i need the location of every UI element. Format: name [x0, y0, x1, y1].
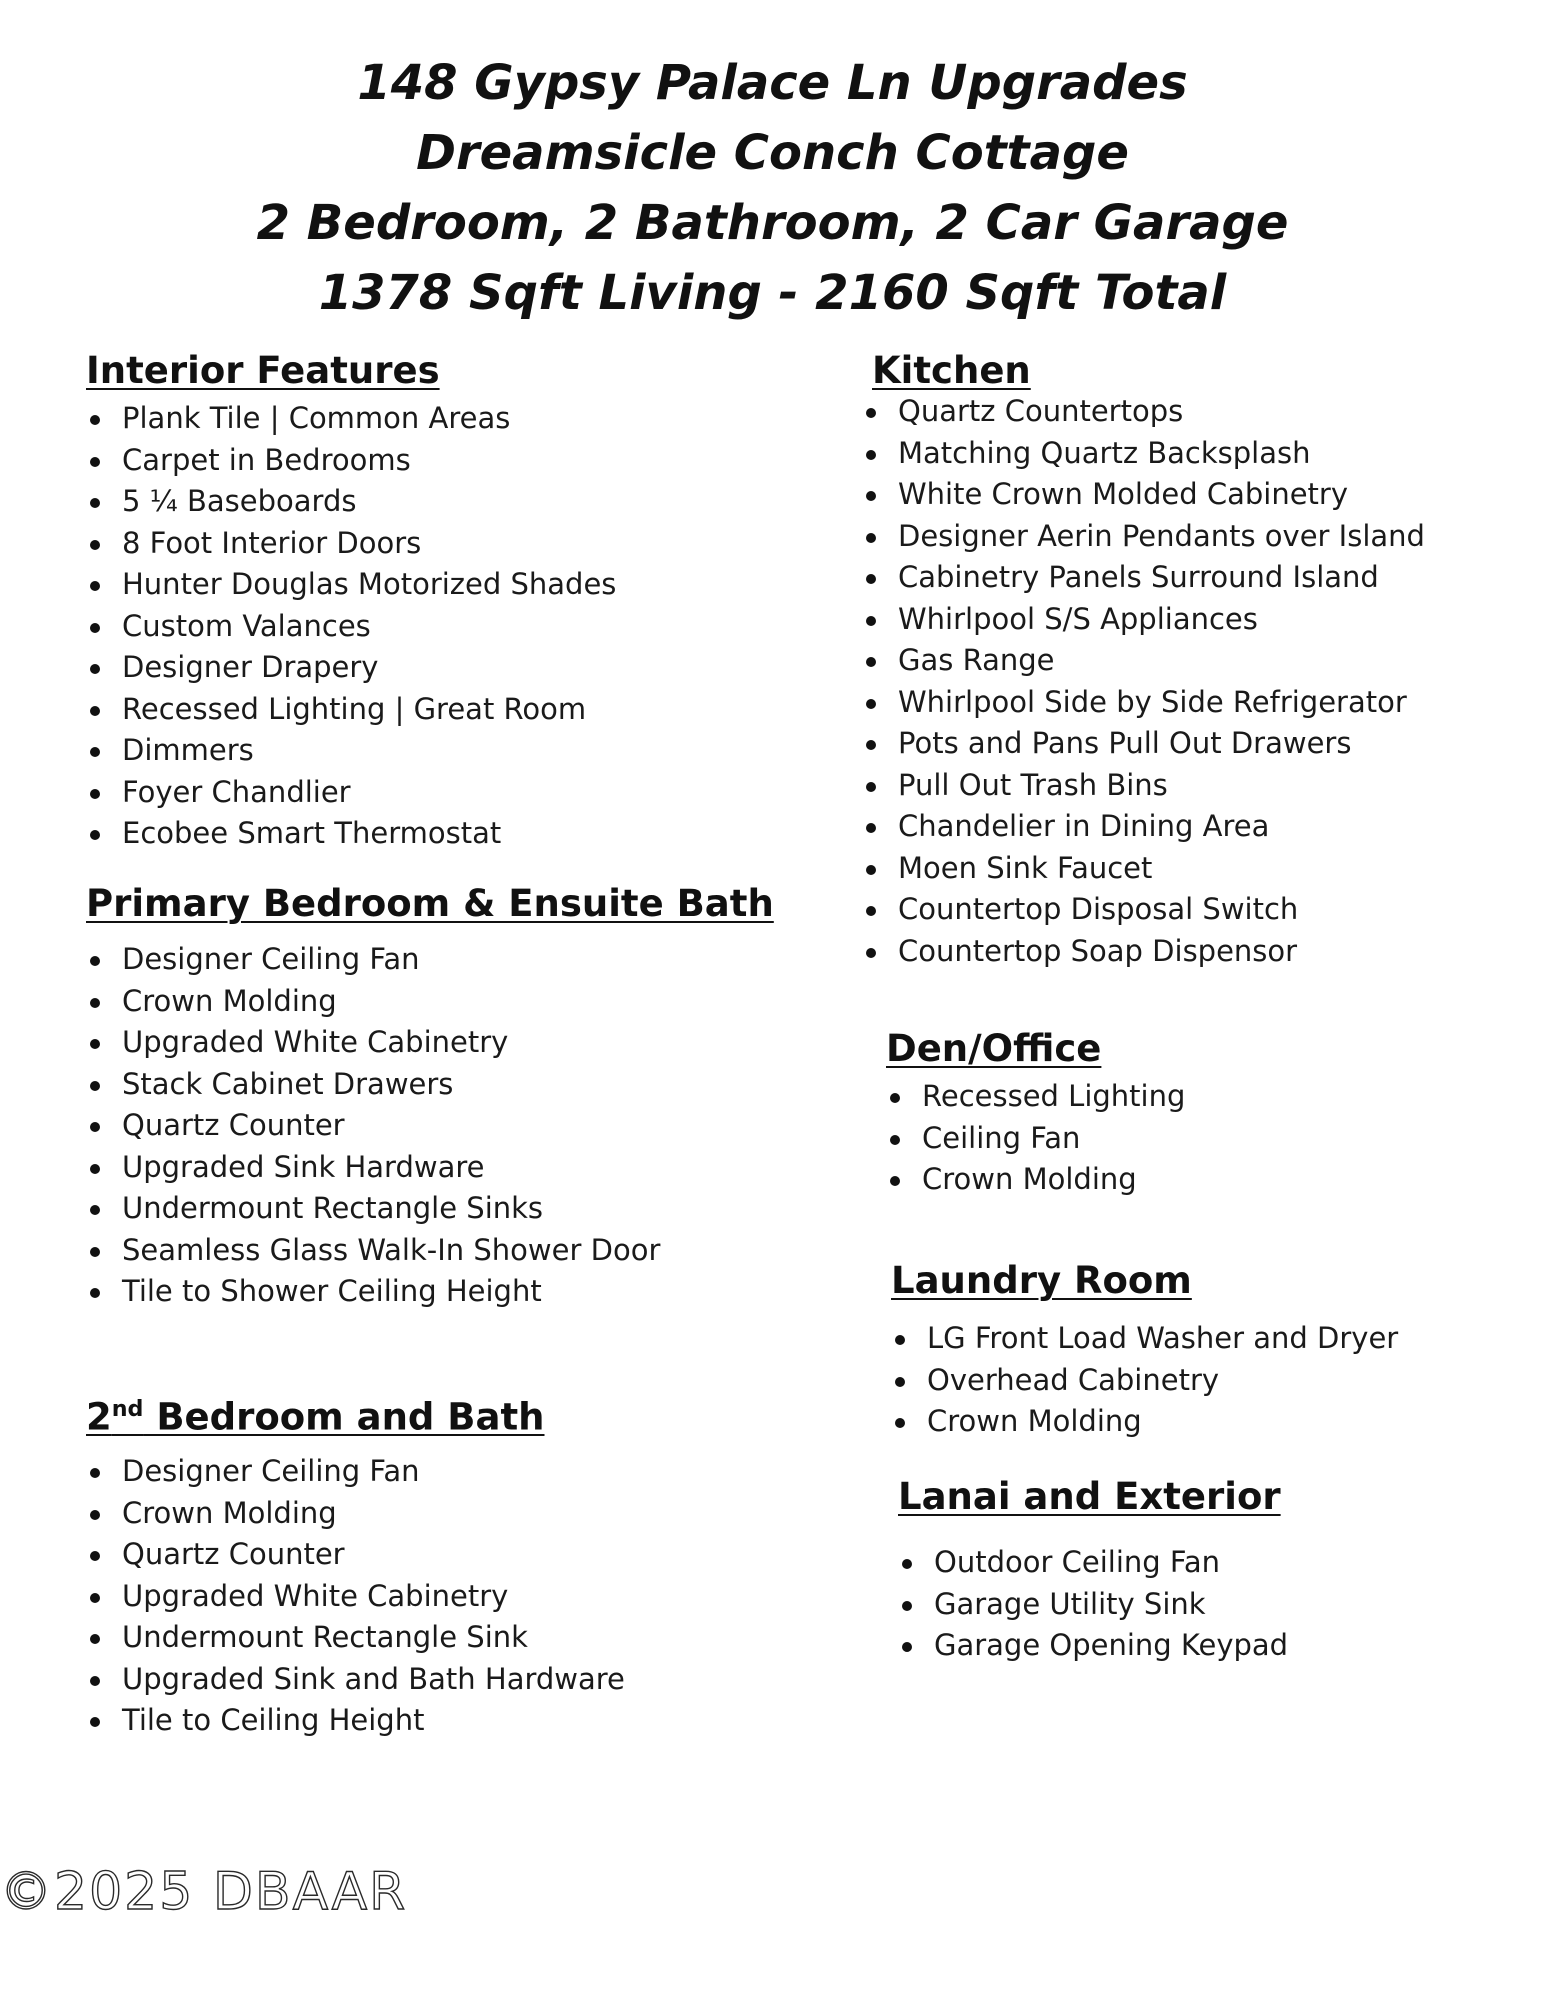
copyright-watermark: ©2025 DBAAR	[0, 1862, 408, 1922]
list-item: Overhead Cabinetry	[891, 1360, 1398, 1402]
list-item: Plank Tile | Common Areas	[86, 398, 616, 440]
list-item: Matching Quartz Backsplash	[862, 433, 1425, 475]
list-item: Ceiling Fan	[886, 1118, 1185, 1160]
list-item: Countertop Disposal Switch	[862, 889, 1425, 931]
list-item: Countertop Soap Dispensor	[862, 931, 1425, 973]
list-item: Upgraded Sink and Bath Hardware	[86, 1659, 625, 1701]
list-item: Upgraded White Cabinetry	[86, 1576, 625, 1618]
document-title	[0, 48, 1545, 328]
list-item: Dimmers	[86, 730, 616, 772]
section-kitchen	[872, 348, 1425, 972]
list-item: Outdoor Ceiling Fan	[898, 1542, 1288, 1584]
list-item: Gas Range	[862, 640, 1425, 682]
heading-ordinal: nd	[111, 1396, 144, 1422]
list-item: Recessed Lighting	[886, 1076, 1185, 1118]
feature-list	[86, 939, 774, 1313]
list-item: Carpet in Bedrooms	[86, 440, 616, 482]
section-interior-features	[86, 348, 616, 855]
list-item: Garage Opening Keypad	[898, 1625, 1288, 1667]
section-heading: Lanai and Exterior	[898, 1475, 1281, 1518]
section-primary-bedroom	[86, 881, 774, 1313]
list-item: Ecobee Smart Thermostat	[86, 813, 616, 855]
feature-list	[86, 398, 616, 855]
list-item: Undermount Rectangle Sink	[86, 1617, 625, 1659]
section-laundry-room	[891, 1258, 1398, 1443]
list-item: Foyer Chandlier	[86, 772, 616, 814]
list-item: Whirlpool Side by Side Refrigerator	[862, 682, 1425, 724]
list-item: 5 ¼ Baseboards	[86, 481, 616, 523]
feature-list	[886, 1076, 1185, 1201]
list-item: Crown Molding	[891, 1401, 1398, 1443]
list-item: Tile to Ceiling Height	[86, 1700, 625, 1742]
list-item: Tile to Shower Ceiling Height	[86, 1271, 774, 1313]
feature-list	[86, 1451, 625, 1742]
list-item: Quartz Counter	[86, 1105, 774, 1147]
list-item: Moen Sink Faucet	[862, 848, 1425, 890]
section-heading: Den/Office	[886, 1027, 1102, 1070]
list-item: Designer Ceiling Fan	[86, 939, 774, 981]
section-heading: Laundry Room	[891, 1259, 1192, 1302]
title-line: 1378 Sqft Living - 2160 Sqft Total	[318, 265, 1227, 321]
list-item: 8 Foot Interior Doors	[86, 523, 616, 565]
section-den-office	[886, 1026, 1185, 1201]
section-lanai-exterior	[898, 1474, 1288, 1667]
list-item: Upgraded White Cabinetry	[86, 1022, 774, 1064]
section-heading: Primary Bedroom & Ensuite Bath	[86, 882, 774, 925]
feature-list	[898, 1542, 1288, 1667]
list-item: Cabinetry Panels Surround Island	[862, 557, 1425, 599]
title-line: Dreamsicle Conch Cottage	[416, 125, 1129, 181]
list-item: Hunter Douglas Motorized Shades	[86, 564, 616, 606]
list-item: Crown Molding	[886, 1159, 1185, 1201]
heading-text: Bedroom and Bath	[143, 1395, 545, 1439]
section-heading: Kitchen	[872, 349, 1031, 392]
list-item: Pull Out Trash Bins	[862, 765, 1425, 807]
list-item: White Crown Molded Cabinetry	[862, 474, 1425, 516]
section-second-bedroom	[86, 1386, 625, 1742]
list-item: Garage Utility Sink	[898, 1584, 1288, 1626]
list-item: Designer Aerin Pendants over Island	[862, 516, 1425, 558]
feature-list	[862, 391, 1425, 972]
heading-number: 2	[86, 1395, 112, 1439]
list-item: Seamless Glass Walk-In Shower Door	[86, 1230, 774, 1272]
list-item: Custom Valances	[86, 606, 616, 648]
list-item: Quartz Counter	[86, 1534, 625, 1576]
section-heading: Interior Features	[86, 349, 440, 392]
title-line: 148 Gypsy Palace Ln Upgrades	[357, 55, 1188, 111]
list-item: Designer Ceiling Fan	[86, 1451, 625, 1493]
list-item: Pots and Pans Pull Out Drawers	[862, 723, 1425, 765]
list-item: Recessed Lighting | Great Room	[86, 689, 616, 731]
list-item: Crown Molding	[86, 1493, 625, 1535]
section-heading	[86, 1386, 625, 1440]
title-line: 2 Bedroom, 2 Bathroom, 2 Car Garage	[256, 195, 1289, 251]
list-item: Designer Drapery	[86, 647, 616, 689]
list-item: Upgraded Sink Hardware	[86, 1147, 774, 1189]
list-item: Stack Cabinet Drawers	[86, 1064, 774, 1106]
list-item: Undermount Rectangle Sinks	[86, 1188, 774, 1230]
list-item: LG Front Load Washer and Dryer	[891, 1318, 1398, 1360]
list-item: Chandelier in Dining Area	[862, 806, 1425, 848]
list-item: Crown Molding	[86, 981, 774, 1023]
list-item: Quartz Countertops	[862, 391, 1425, 433]
feature-list	[891, 1318, 1398, 1443]
list-item: Whirlpool S/S Appliances	[862, 599, 1425, 641]
